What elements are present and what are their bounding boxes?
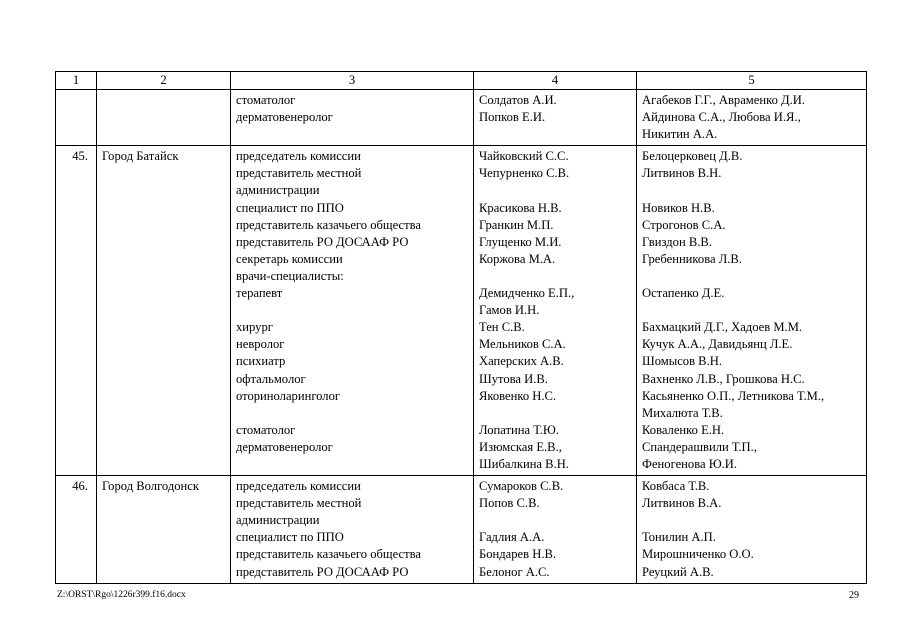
member-name: Мельников С.А. <box>479 337 566 352</box>
role-line: офтальмолог <box>236 371 306 386</box>
reserve-name: Мирошниченко О.О. <box>642 547 754 562</box>
commission-table <box>55 71 867 584</box>
role-line: председатель комиссии <box>236 149 361 164</box>
role-line: представитель РО ДОСААФ РО <box>236 234 409 249</box>
table-row <box>56 146 867 476</box>
reserve-cell <box>637 476 867 584</box>
reserve-name: Гвиздон В.В. <box>642 234 712 249</box>
reserve-name: Реуцкий А.В. <box>642 564 714 579</box>
member-name: Лопатина Т.Ю. <box>479 422 559 437</box>
reserve-name: Коваленко Е.Н. <box>642 422 725 437</box>
role-line: представитель местной <box>236 166 362 181</box>
reserve-name: Агабеков Г.Г., Авраменко Д.И. <box>642 93 805 107</box>
member-name: Попков Е.И. <box>479 110 546 125</box>
member-name: Гамов И.Н. <box>479 303 540 318</box>
member-name <box>479 405 632 422</box>
row-number: 46. <box>72 479 88 494</box>
role-line <box>236 302 469 319</box>
row-number <box>61 92 88 109</box>
member-name: Тен С.В. <box>479 320 525 335</box>
role-line: администрации <box>236 183 320 198</box>
member-name <box>479 182 632 199</box>
reserve-name: Кучук А.А., Давидьянц Л.Е. <box>642 337 793 352</box>
table-row <box>56 90 867 146</box>
member-name <box>479 268 632 285</box>
member-name: Глущенко М.И. <box>479 234 562 249</box>
role-line: председатель комиссии <box>236 479 361 494</box>
reserve-name <box>642 268 862 285</box>
reserve-name: Михалюта Т.В. <box>642 405 723 420</box>
member-cell <box>474 476 637 584</box>
role-line: хирург <box>236 320 273 335</box>
reserve-name: Гребенникова Л.В. <box>642 251 742 266</box>
city-cell <box>97 476 231 584</box>
column-header: 4 <box>474 72 637 90</box>
reserve-name: Ковбаса Т.В. <box>642 479 710 494</box>
reserve-name: Литвинов В.Н. <box>642 166 722 181</box>
reserve-name: Вахненко Л.В., Грошкова Н.С. <box>642 371 805 386</box>
role-line: дерматовенеролог <box>236 110 333 125</box>
footer-page-number: 29 <box>849 590 859 601</box>
member-name: Коржова М.А. <box>479 251 556 266</box>
reserve-name: Никитин А.А. <box>642 127 718 142</box>
reserve-cell <box>637 146 867 476</box>
member-name: Демидченко Е.П., <box>479 286 575 301</box>
member-name: Изюмская Е.В., <box>479 439 562 454</box>
reserve-name: Белоцерковец Д.В. <box>642 149 743 164</box>
member-name: Чепурненко С.В. <box>479 166 570 181</box>
member-name: Чайковский С.С. <box>479 149 569 164</box>
role-line: врачи-специалисты: <box>236 268 344 283</box>
role-line <box>236 405 469 422</box>
member-name: Хаперских А.В. <box>479 354 564 369</box>
city-cell <box>97 90 231 146</box>
member-name: Яковенко Н.С. <box>479 388 557 403</box>
row-number-cell <box>56 146 97 476</box>
role-line: оториноларинголог <box>236 388 341 403</box>
city-cell <box>97 146 231 476</box>
reserve-name <box>642 182 862 199</box>
member-name: Сумароков С.В. <box>479 479 564 494</box>
reserve-name: Остапенко Д.Е. <box>642 286 725 301</box>
reserve-name: Феногенова Ю.И. <box>642 456 738 471</box>
role-line: невролог <box>236 337 285 352</box>
member-name: Красикова Н.В. <box>479 200 562 215</box>
member-name: Гадлия А.А. <box>479 530 545 545</box>
member-name: Шутова И.В. <box>479 371 548 386</box>
reserve-name: Шомысов В.Н. <box>642 354 722 369</box>
role-cell <box>231 90 474 146</box>
role-line: стоматолог <box>236 422 296 437</box>
role-line: представитель местной <box>236 496 362 511</box>
row-number-cell <box>56 90 97 146</box>
city-name: Город Волгодонск <box>102 479 200 494</box>
reserve-name: Бахмацкий Д.Г., Хадоев М.М. <box>642 320 803 335</box>
role-line: представитель казачьего общества <box>236 217 421 232</box>
reserve-name: Строгонов С.А. <box>642 217 726 232</box>
role-line: специалист по ППО <box>236 530 344 545</box>
reserve-name: Тонилин А.П. <box>642 530 716 545</box>
member-name <box>479 512 632 529</box>
reserve-name <box>642 302 862 319</box>
reserve-name: Спандерашвили Т.П., <box>642 439 757 454</box>
member-name: Бондарев Н.В. <box>479 547 557 562</box>
member-cell <box>474 90 637 146</box>
reserve-name <box>642 512 862 529</box>
reserve-cell <box>637 90 867 146</box>
column-header: 5 <box>637 72 867 90</box>
column-header: 2 <box>97 72 231 90</box>
member-name: Попов С.В. <box>479 496 540 511</box>
member-name: Белоног А.С. <box>479 564 550 579</box>
role-line: секретарь комиссии <box>236 251 343 266</box>
row-number: 45. <box>72 149 88 164</box>
role-line: стоматолог <box>236 93 296 107</box>
member-name: Солдатов А.И. <box>479 93 557 107</box>
table-header-row <box>56 72 867 90</box>
column-header: 1 <box>56 72 97 90</box>
role-line: специалист по ППО <box>236 200 344 215</box>
reserve-name: Касьяненко О.П., Летникова Т.М., <box>642 388 825 403</box>
role-line: представитель казачьего общества <box>236 547 421 562</box>
member-cell <box>474 146 637 476</box>
role-line <box>236 456 469 473</box>
role-line: психиатр <box>236 354 286 369</box>
city-name: Город Батайск <box>102 149 179 164</box>
role-cell <box>231 146 474 476</box>
table-row <box>56 476 867 584</box>
footer-file-path: Z:\ORST\Rgo\1226r399.f16.docx <box>57 590 186 600</box>
column-header: 3 <box>231 72 474 90</box>
member-name: Шибалкина В.Н. <box>479 456 569 471</box>
member-name: Гранкин М.П. <box>479 217 554 232</box>
role-line: дерматовенеролог <box>236 439 333 454</box>
role-line: терапевт <box>236 286 283 301</box>
reserve-name: Литвинов В.А. <box>642 496 722 511</box>
reserve-name: Айдинова С.А., Любова И.Я., <box>642 110 801 125</box>
role-cell <box>231 476 474 584</box>
city-name <box>102 92 226 109</box>
reserve-name: Новиков Н.В. <box>642 200 715 215</box>
role-line: представитель РО ДОСААФ РО <box>236 564 409 579</box>
role-line: администрации <box>236 513 320 528</box>
row-number-cell <box>56 476 97 584</box>
